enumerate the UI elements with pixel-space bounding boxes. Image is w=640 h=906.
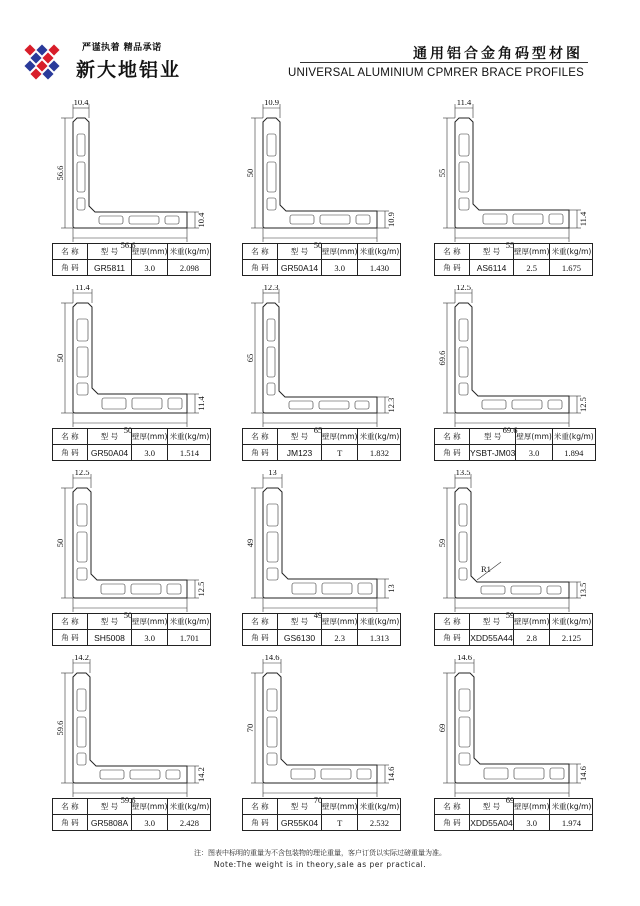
dim-height: 65 [245, 353, 255, 363]
dim-top-thickness: 10.4 [73, 100, 89, 107]
dim-width: 59 [505, 610, 515, 620]
profile-card [245, 470, 435, 660]
header-name: 名 称 [53, 429, 88, 445]
cell-wall: 2.8 [514, 630, 550, 646]
profile-card [437, 655, 627, 845]
profile-section [455, 118, 569, 228]
hollow-chamber [267, 689, 277, 711]
cell-name: 角 码 [53, 260, 88, 276]
cell-wall: 3.0 [132, 445, 168, 461]
dim-top-thickness: 14.6 [264, 655, 280, 662]
dim-width: 55 [505, 240, 515, 250]
dim-side-thickness: 13 [386, 584, 396, 593]
dim-side-thickness: 14.2 [196, 767, 206, 782]
hollow-chamber [319, 401, 349, 409]
cell-name: 角 码 [243, 260, 278, 276]
cell-wall: 3.0 [514, 815, 550, 831]
cell-name: 角 码 [53, 445, 88, 461]
header-weight: 米重(kg/m) [168, 429, 211, 445]
header-weight: 米重(kg/m) [358, 244, 401, 260]
dim-top-thickness: 12.5 [456, 285, 471, 292]
hollow-chamber [512, 400, 542, 409]
dim-top-thickness: 11.4 [75, 285, 90, 292]
cell-weight: 2.098 [168, 260, 211, 276]
hollow-chamber [131, 584, 161, 594]
profile-section [263, 673, 377, 783]
profile-drawing [55, 655, 245, 805]
hollow-chamber [102, 398, 126, 409]
header-model: 型 号 [278, 799, 322, 815]
cell-wall: 3.0 [516, 445, 552, 461]
cell-name: 角 码 [243, 445, 278, 461]
cell-wall: 3.0 [322, 260, 358, 276]
dim-height: 59 [437, 538, 447, 548]
profile-drawing [55, 285, 245, 435]
hollow-chamber [100, 770, 124, 779]
hollow-chamber [484, 768, 508, 779]
cell-wall: T [322, 445, 358, 461]
header-wall: 壁厚(mm) [132, 614, 168, 630]
hollow-chamber [459, 162, 469, 192]
hollow-chamber [77, 717, 86, 747]
header-wall: 壁厚(mm) [514, 244, 550, 260]
hollow-chamber [77, 134, 85, 156]
dim-width: 50 [123, 425, 133, 435]
hollow-chamber [481, 586, 505, 594]
hollow-chamber [459, 568, 467, 580]
header-model: 型 号 [88, 614, 132, 630]
spec-table [434, 243, 593, 276]
header-wall: 壁厚(mm) [514, 799, 550, 815]
dim-height: 49 [245, 538, 255, 548]
dim-top-thickness: 11.4 [456, 100, 472, 107]
cell-wall: 2.5 [514, 260, 550, 276]
hollow-chamber [267, 134, 276, 156]
hollow-chamber [292, 583, 316, 594]
hollow-chamber [267, 319, 275, 341]
header-weight: 米重(kg/m) [358, 614, 401, 630]
spec-table [242, 428, 401, 461]
dim-radius: R1 [481, 564, 491, 574]
cell-model: GR55K04 [278, 815, 322, 831]
hollow-chamber [320, 215, 350, 224]
cell-model: GR50A14 [278, 260, 322, 276]
spec-table [52, 243, 211, 276]
header-weight: 米重(kg/m) [168, 799, 211, 815]
header-model: 型 号 [88, 244, 132, 260]
header-wall: 壁厚(mm) [516, 429, 552, 445]
header-name: 名 称 [243, 429, 278, 445]
hollow-chamber [99, 216, 123, 224]
dim-height: 70 [245, 723, 255, 733]
cell-weight: 1.430 [358, 260, 401, 276]
profile-card [55, 470, 245, 660]
profile-drawing [437, 100, 627, 250]
dim-side-thickness: 14.6 [386, 766, 396, 782]
dim-width: 59.6 [120, 795, 136, 805]
header-divider [300, 62, 588, 63]
hollow-chamber [322, 583, 352, 594]
footer-note-en: Note:The weight is in theory,sale as per practical. [213, 860, 427, 869]
cell-model: GR50A04 [88, 445, 132, 461]
profile-drawing [55, 470, 245, 620]
cell-name: 角 码 [435, 630, 470, 646]
cell-weight: 1.701 [168, 630, 211, 646]
profile-section [455, 488, 569, 598]
profile-card [437, 100, 627, 290]
hollow-chamber [459, 198, 469, 210]
hollow-chamber [129, 216, 159, 224]
profile-card [437, 285, 627, 475]
header-weight: 米重(kg/m) [550, 799, 593, 815]
cell-wall: 3.0 [132, 260, 168, 276]
header-model: 型 号 [470, 244, 514, 260]
hollow-chamber [77, 383, 88, 395]
hollow-chamber [355, 401, 369, 409]
profile-section [263, 488, 377, 598]
spec-table [434, 798, 593, 831]
dim-top-thickness: 13 [268, 470, 277, 477]
cell-weight: 1.974 [550, 815, 593, 831]
cell-weight: 1.514 [168, 445, 211, 461]
profile-card [437, 470, 627, 660]
hollow-chamber [482, 400, 506, 409]
hollow-chamber [267, 753, 277, 765]
dim-top-thickness: 13.5 [455, 470, 471, 477]
hollow-chamber [289, 401, 313, 409]
hollow-chamber [357, 769, 371, 779]
hollow-chamber [168, 398, 182, 409]
profile-card [55, 100, 245, 290]
dim-width: 56.6 [120, 240, 136, 250]
hollow-chamber [459, 717, 470, 747]
hollow-chamber [459, 134, 469, 156]
profile-section [263, 303, 377, 413]
header-name: 名 称 [435, 244, 470, 260]
header-model: 型 号 [278, 614, 322, 630]
cell-model: YSBT-JM03 [470, 445, 516, 461]
hollow-chamber [267, 162, 276, 192]
hollow-chamber [267, 532, 278, 562]
hollow-chamber [77, 689, 86, 711]
cell-name: 角 码 [243, 815, 278, 831]
header-model: 型 号 [278, 244, 322, 260]
header-name: 名 称 [243, 799, 278, 815]
cell-model: GR5808A [88, 815, 132, 831]
cell-name: 角 码 [53, 630, 88, 646]
header-name: 名 称 [53, 799, 88, 815]
hollow-chamber [77, 198, 85, 210]
cell-weight: 2.532 [358, 815, 401, 831]
hollow-chamber [130, 770, 160, 779]
dim-width: 70 [313, 795, 323, 805]
header-model: 型 号 [470, 799, 514, 815]
cell-name: 角 码 [435, 260, 470, 276]
hollow-chamber [267, 504, 278, 526]
page-subtitle: UNIVERSAL ALUMINIUM CPMRER BRACE PROFILES [288, 67, 584, 79]
hollow-chamber [459, 504, 467, 526]
hollow-chamber [548, 400, 562, 409]
hollow-chamber [132, 398, 162, 409]
cell-name: 角 码 [435, 815, 470, 831]
dim-height: 56.6 [55, 165, 65, 181]
cell-wall: 3.0 [132, 630, 168, 646]
hollow-chamber [267, 568, 278, 580]
cell-model: XDD55A44 [470, 630, 514, 646]
profile-drawing [55, 100, 245, 250]
profile-card [245, 285, 435, 475]
cell-model: AS6114 [470, 260, 514, 276]
cell-weight: 1.832 [358, 445, 401, 461]
header-wall: 壁厚(mm) [132, 429, 168, 445]
profile-section [73, 488, 187, 598]
header-wall: 壁厚(mm) [322, 614, 358, 630]
hollow-chamber [77, 753, 86, 765]
header-name: 名 称 [53, 244, 88, 260]
hollow-chamber [167, 584, 181, 594]
hollow-chamber [321, 769, 351, 779]
hollow-chamber [291, 769, 315, 779]
cell-model: XDD55A04 [470, 815, 514, 831]
hollow-chamber [511, 586, 541, 594]
dim-top-thickness: 14.6 [457, 655, 472, 662]
header-weight: 米重(kg/m) [550, 614, 593, 630]
dim-height: 50 [55, 538, 65, 548]
hollow-chamber [459, 319, 468, 341]
header-wall: 壁厚(mm) [514, 614, 550, 630]
hollow-chamber [459, 347, 468, 377]
header-name: 名 称 [53, 614, 88, 630]
hollow-chamber [267, 347, 275, 377]
dim-side-thickness: 10.4 [196, 212, 206, 228]
spec-table [52, 613, 211, 646]
dim-side-thickness: 12.5 [196, 581, 206, 597]
profile-card [55, 285, 245, 475]
hollow-chamber [514, 768, 544, 779]
hollow-chamber [166, 770, 180, 779]
profile-drawing [245, 285, 435, 435]
header-name: 名 称 [435, 429, 470, 445]
dim-height: 69 [437, 723, 447, 733]
profile-drawing [245, 100, 435, 250]
header-model: 型 号 [88, 799, 132, 815]
spec-table [52, 798, 211, 831]
company-slogan: 严谨执着 精品承诺 [82, 43, 162, 53]
hollow-chamber [267, 383, 275, 395]
profile-section [73, 673, 187, 783]
hollow-chamber [77, 162, 85, 192]
spec-table [242, 798, 401, 831]
dim-side-thickness: 12.3 [386, 397, 396, 413]
cell-wall: 2.3 [322, 630, 358, 646]
cell-model: GS6130 [278, 630, 322, 646]
header-name: 名 称 [243, 244, 278, 260]
cell-wall: T [322, 815, 358, 831]
hollow-chamber [483, 214, 507, 224]
dim-side-thickness: 12.5 [578, 397, 588, 412]
hollow-chamber [77, 532, 87, 562]
profile-drawing [437, 285, 627, 435]
header-model: 型 号 [278, 429, 322, 445]
dim-width: 69 [505, 795, 515, 805]
profile-card [245, 100, 435, 290]
cell-weight: 1.313 [358, 630, 401, 646]
profile-section [455, 673, 569, 783]
dim-width: 65 [313, 425, 323, 435]
hollow-chamber [459, 689, 470, 711]
hollow-chamber [290, 215, 314, 224]
dim-side-thickness: 11.4 [196, 396, 206, 411]
header-name: 名 称 [243, 614, 278, 630]
spec-table [434, 428, 596, 461]
dim-side-thickness: 14.6 [578, 766, 588, 781]
hollow-chamber [77, 568, 87, 580]
company-name: 新大地铝业 [76, 59, 182, 81]
page-title: 通用铝合金角码型材图 [413, 46, 583, 62]
dim-width: 50 [123, 610, 133, 620]
cell-model: GR5811 [88, 260, 132, 276]
dim-top-thickness: 12.3 [263, 285, 279, 292]
header-wall: 壁厚(mm) [132, 244, 168, 260]
header-wall: 壁厚(mm) [322, 244, 358, 260]
dim-width: 69.6 [502, 425, 518, 435]
header-weight: 米重(kg/m) [552, 429, 595, 445]
header-model: 型 号 [470, 614, 514, 630]
company-logo-icon [22, 40, 62, 80]
cell-weight: 2.125 [550, 630, 593, 646]
spec-table [242, 243, 401, 276]
hollow-chamber [358, 583, 372, 594]
cell-weight: 1.894 [552, 445, 595, 461]
header-name: 名 称 [435, 614, 470, 630]
hollow-chamber [77, 319, 88, 341]
header-name: 名 称 [435, 799, 470, 815]
footer-note-cn: 注：图表中标明的重量为不含包装物的理论重量，客户订货以实际过磅重量为准。 [194, 849, 446, 857]
hollow-chamber [513, 214, 543, 224]
cell-model: SH5008 [88, 630, 132, 646]
profile-drawing [245, 470, 435, 620]
hollow-chamber [550, 768, 564, 779]
cell-name: 角 码 [53, 815, 88, 831]
spec-table [52, 428, 211, 461]
dim-height: 50 [245, 168, 255, 178]
hollow-chamber [77, 347, 88, 377]
header-weight: 米重(kg/m) [550, 244, 593, 260]
hollow-chamber [267, 717, 277, 747]
dim-top-thickness: 10.9 [264, 100, 279, 107]
header-model: 型 号 [88, 429, 132, 445]
header-wall: 壁厚(mm) [322, 799, 358, 815]
header-weight: 米重(kg/m) [168, 614, 211, 630]
profile-section [455, 303, 569, 413]
header-weight: 米重(kg/m) [358, 429, 401, 445]
spec-table [434, 613, 593, 646]
spec-table [242, 613, 401, 646]
dim-side-thickness: 11.4 [578, 211, 588, 227]
header-weight: 米重(kg/m) [168, 244, 211, 260]
dim-width: 49 [313, 610, 323, 620]
hollow-chamber [77, 504, 87, 526]
dim-top-thickness: 12.5 [74, 470, 90, 477]
profile-section [73, 118, 187, 228]
hollow-chamber [549, 214, 563, 224]
header-weight: 米重(kg/m) [358, 799, 401, 815]
dim-height: 50 [55, 353, 65, 363]
profile-card [55, 655, 245, 845]
profile-section [263, 118, 377, 228]
cell-name: 角 码 [243, 630, 278, 646]
dim-height: 69.6 [437, 350, 447, 366]
dim-top-thickness: 14.2 [74, 655, 89, 662]
cell-wall: 3.0 [132, 815, 168, 831]
hollow-chamber [101, 584, 125, 594]
dim-side-thickness: 10.9 [386, 212, 396, 227]
profile-card [245, 655, 435, 845]
dim-height: 55 [437, 168, 447, 178]
hollow-chamber [459, 532, 467, 562]
hollow-chamber [267, 198, 276, 210]
header-wall: 壁厚(mm) [322, 429, 358, 445]
profile-section [73, 303, 187, 413]
cell-weight: 1.675 [550, 260, 593, 276]
dim-width: 50 [313, 240, 323, 250]
profile-drawing [437, 470, 627, 620]
hollow-chamber [165, 216, 179, 224]
hollow-chamber [459, 753, 470, 765]
header-wall: 壁厚(mm) [132, 799, 168, 815]
hollow-chamber [356, 215, 370, 224]
hollow-chamber [547, 586, 561, 594]
dim-height: 59.6 [55, 720, 65, 736]
hollow-chamber [459, 383, 468, 395]
profile-drawing [245, 655, 435, 805]
header-model: 型 号 [470, 429, 516, 445]
dim-side-thickness: 13.5 [578, 582, 588, 598]
cell-weight: 2.428 [168, 815, 211, 831]
cell-name: 角 码 [435, 445, 470, 461]
profile-drawing [437, 655, 627, 805]
cell-model: JM123 [278, 445, 322, 461]
